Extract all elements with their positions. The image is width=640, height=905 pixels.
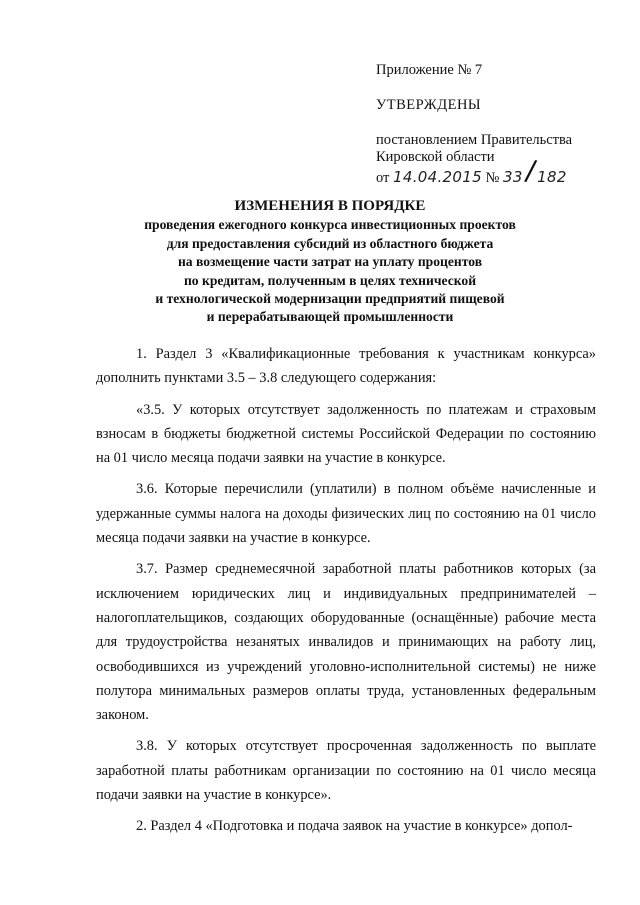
- handwritten-number-b: 182: [537, 168, 567, 186]
- decree-line-2: Кировской области: [376, 149, 495, 165]
- appendix-number: Приложение № 7: [376, 62, 483, 78]
- handwritten-date: 14.04.2015: [393, 168, 482, 186]
- approval-stamp-block: [376, 62, 626, 187]
- number-prefix: №: [485, 170, 500, 186]
- paragraph: 2. Раздел 4 «Подготовка и подача заявок на участие в конкурсе» допол-: [136, 818, 573, 835]
- document-title: [60, 197, 600, 327]
- title-line: для предоставления субсидий из областного бюджета: [166, 235, 494, 251]
- paragraph: 3.8. У которых отсутствует просроченная задолженность по выплате заработной платы работникам организации по состоянию на 01 число месяца подачи заявки на участие в конкурсе».: [96, 738, 596, 804]
- title-line: и технологической модернизации предприятий пищевой: [155, 291, 505, 307]
- date-prefix: от: [376, 170, 390, 186]
- document-body: [96, 342, 596, 845]
- decree-reference: [376, 132, 626, 187]
- decree-line-1: постановлением Правительства: [376, 132, 573, 148]
- paragraph: 3.7. Размер среднемесячной заработной платы работников которых (за исключением юридических лиц и индивидуальных предпринимателей – налогоплательщиков, создающих оборудованные (оснащённые) рабочие места для трудоустройства незанятых инвалидов и принимающих на работу лиц, освободившихся из учреждений уголовно-исполнительной системы) не ниже полутора минимальных размеров оплаты труда, установленных федеральным законом.: [96, 561, 596, 724]
- approved-label: УТВЕРЖДЕНЫ: [376, 97, 482, 113]
- title-line: проведения ежегодного конкурса инвестиционных проектов: [144, 217, 516, 233]
- title-line: на возмещение части затрат на уплату процентов: [177, 254, 483, 270]
- handwritten-number-a: 33: [503, 168, 523, 186]
- title-line: и перерабатывающей промышленности: [206, 309, 454, 325]
- paragraph: 1. Раздел 3 «Квалификационные требования к участникам конкурса» дополнить пунктами 3.5 – 3.8 следующего содержания:: [96, 346, 596, 387]
- title-line: по кредитам, полученным в целях технической: [183, 272, 477, 288]
- paragraph: «3.5. У которых отсутствует задолженность по платежам и страховым взносам в бюджеты бюджетной системы Российской Федерации по состоянию на 01 число месяца подачи заявки на участие в конкурсе.: [96, 401, 596, 467]
- paragraph: 3.6. Которые перечислили (уплатили) в полном объёме начисленные и удержанные суммы налога на доходы физических лиц по состоянию на 01 число месяца подачи заявки на участие в конкурсе.: [96, 481, 596, 547]
- title-main: ИЗМЕНЕНИЯ В ПОРЯДКЕ: [234, 198, 426, 214]
- slash-mark: /: [522, 153, 539, 188]
